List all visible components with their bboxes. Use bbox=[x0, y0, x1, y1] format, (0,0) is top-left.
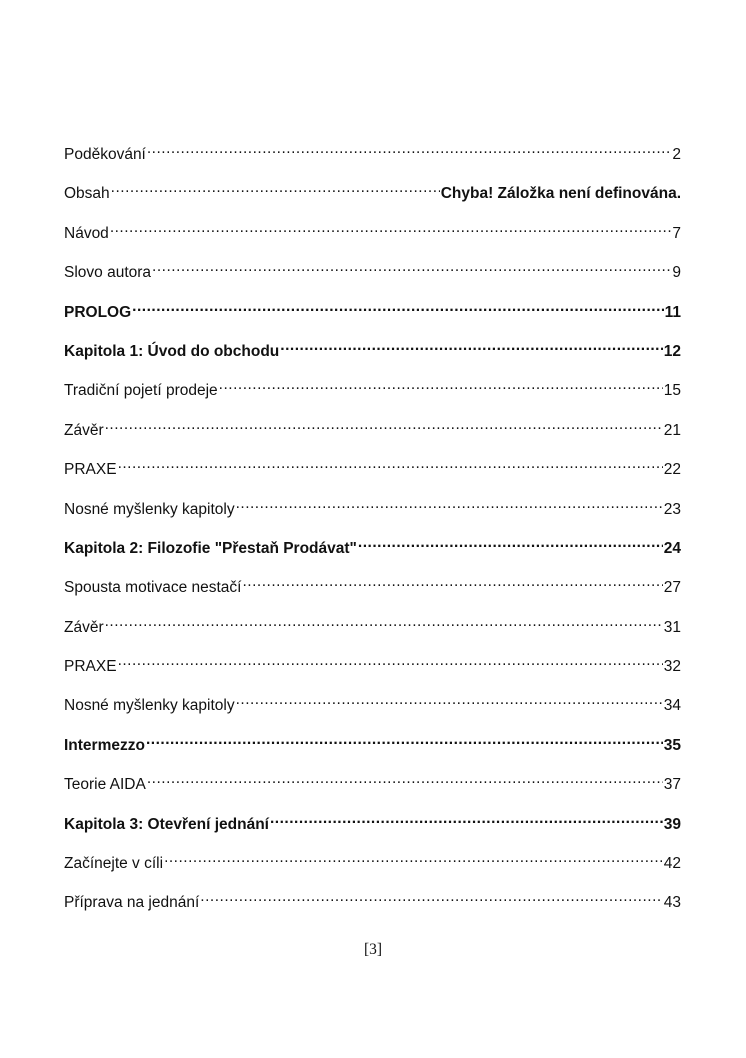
toc-dot-leader bbox=[146, 730, 663, 750]
toc-entry[interactable] bbox=[64, 375, 681, 414]
toc-entry-title: Slovo autora bbox=[64, 264, 152, 282]
toc-entry[interactable] bbox=[64, 297, 681, 336]
toc-dot-leader bbox=[147, 769, 663, 789]
toc-dot-leader bbox=[219, 375, 663, 395]
toc-dot-leader bbox=[280, 336, 662, 356]
toc-entry-page-number: 31 bbox=[663, 618, 681, 636]
toc-entry[interactable] bbox=[64, 336, 681, 375]
toc-entry-page-number: 2 bbox=[672, 146, 681, 163]
toc-entry-title: Kapitola 2: Filozofie "Přestaň Prodávat" bbox=[64, 539, 357, 557]
toc-entry-title: Nosné myšlenky kapitoly bbox=[64, 500, 235, 518]
toc-entry-page-number: 32 bbox=[663, 658, 681, 676]
toc-entry-page-number: 15 bbox=[663, 382, 681, 400]
toc-entry[interactable] bbox=[64, 690, 681, 729]
toc-entry-page-number: 24 bbox=[663, 539, 681, 557]
toc-dot-leader bbox=[118, 454, 663, 474]
toc-entry-page-number: 23 bbox=[663, 500, 681, 518]
toc-dot-leader bbox=[236, 690, 663, 710]
toc-entry[interactable] bbox=[64, 651, 681, 690]
toc-entry-title: Závěr bbox=[64, 421, 104, 439]
toc-dot-leader bbox=[147, 139, 672, 159]
toc-entry-page-number: 34 bbox=[663, 697, 681, 715]
toc-entry[interactable] bbox=[64, 257, 681, 296]
toc-entry[interactable] bbox=[64, 454, 681, 493]
toc-entry-title: Tradiční pojetí prodeje bbox=[64, 382, 218, 400]
toc-entry[interactable] bbox=[64, 494, 681, 533]
toc-dot-leader bbox=[164, 848, 663, 868]
toc-entry[interactable] bbox=[64, 612, 681, 651]
toc-entry-page-number: 42 bbox=[663, 855, 681, 873]
toc-entry-page-number: 11 bbox=[664, 303, 681, 321]
toc-entry-title: Poděkování bbox=[64, 146, 146, 163]
toc-entry[interactable] bbox=[64, 769, 681, 808]
toc-entry-error-message: Chyba! Záložka není definována. bbox=[440, 185, 681, 203]
toc-entry-page-number: 43 bbox=[663, 894, 681, 912]
toc-entry[interactable] bbox=[64, 730, 681, 769]
toc-entry-page-number: 9 bbox=[672, 264, 681, 282]
toc-entry-title: PROLOG bbox=[64, 303, 132, 321]
toc-entry-page-number: 35 bbox=[663, 736, 681, 754]
toc-entry-title: Teorie AIDA bbox=[64, 776, 146, 794]
toc-dot-leader bbox=[132, 297, 663, 317]
toc-dot-leader bbox=[358, 533, 663, 553]
toc-dot-leader bbox=[200, 887, 662, 907]
toc-entry[interactable] bbox=[64, 809, 681, 848]
toc-entry-title: Příprava na jednání bbox=[64, 894, 200, 912]
toc-entry-page-number: 22 bbox=[663, 461, 681, 479]
toc-entry-page-number: 39 bbox=[663, 815, 681, 833]
table-of-contents bbox=[64, 139, 681, 927]
toc-entry-title: Intermezzo bbox=[64, 736, 145, 754]
toc-entry-title: PRAXE bbox=[64, 461, 117, 479]
toc-entry[interactable] bbox=[64, 887, 681, 926]
toc-dot-leader bbox=[105, 415, 663, 435]
toc-entry[interactable] bbox=[64, 178, 681, 217]
toc-entry-page-number: 27 bbox=[663, 579, 681, 597]
toc-entry-page-number: 7 bbox=[672, 224, 681, 242]
toc-dot-leader bbox=[236, 494, 663, 514]
toc-entry-title: Nosné myšlenky kapitoly bbox=[64, 697, 235, 715]
toc-entry-page-number: 21 bbox=[663, 421, 681, 439]
toc-entry-title: Návod bbox=[64, 224, 109, 242]
toc-entry[interactable] bbox=[64, 415, 681, 454]
toc-entry[interactable] bbox=[64, 572, 681, 611]
toc-entry-title: Začínejte v cíli bbox=[64, 855, 164, 873]
toc-dot-leader bbox=[152, 257, 671, 277]
toc-entry-title: Obsah bbox=[64, 185, 110, 203]
toc-dot-leader bbox=[110, 218, 672, 238]
toc-dot-leader bbox=[243, 572, 663, 592]
toc-dot-leader bbox=[111, 178, 440, 198]
toc-entry-title: Kapitola 3: Otevření jednání bbox=[64, 815, 269, 833]
toc-entry[interactable] bbox=[64, 218, 681, 257]
toc-entry[interactable] bbox=[64, 139, 681, 178]
toc-entry-title: Závěr bbox=[64, 618, 104, 636]
page-number: [3] bbox=[363, 941, 383, 958]
toc-entry[interactable] bbox=[64, 533, 681, 572]
toc-entry-title: PRAXE bbox=[64, 658, 117, 676]
toc-dot-leader bbox=[118, 651, 663, 671]
toc-entry-title: Spousta motivace nestačí bbox=[64, 579, 242, 597]
toc-entry-page-number: 12 bbox=[663, 342, 681, 360]
toc-entry-page-number: 37 bbox=[663, 776, 681, 794]
toc-entry[interactable] bbox=[64, 848, 681, 887]
toc-dot-leader bbox=[270, 809, 663, 829]
toc-dot-leader bbox=[105, 612, 663, 632]
toc-entry-title: Kapitola 1: Úvod do obchodu bbox=[64, 342, 280, 360]
